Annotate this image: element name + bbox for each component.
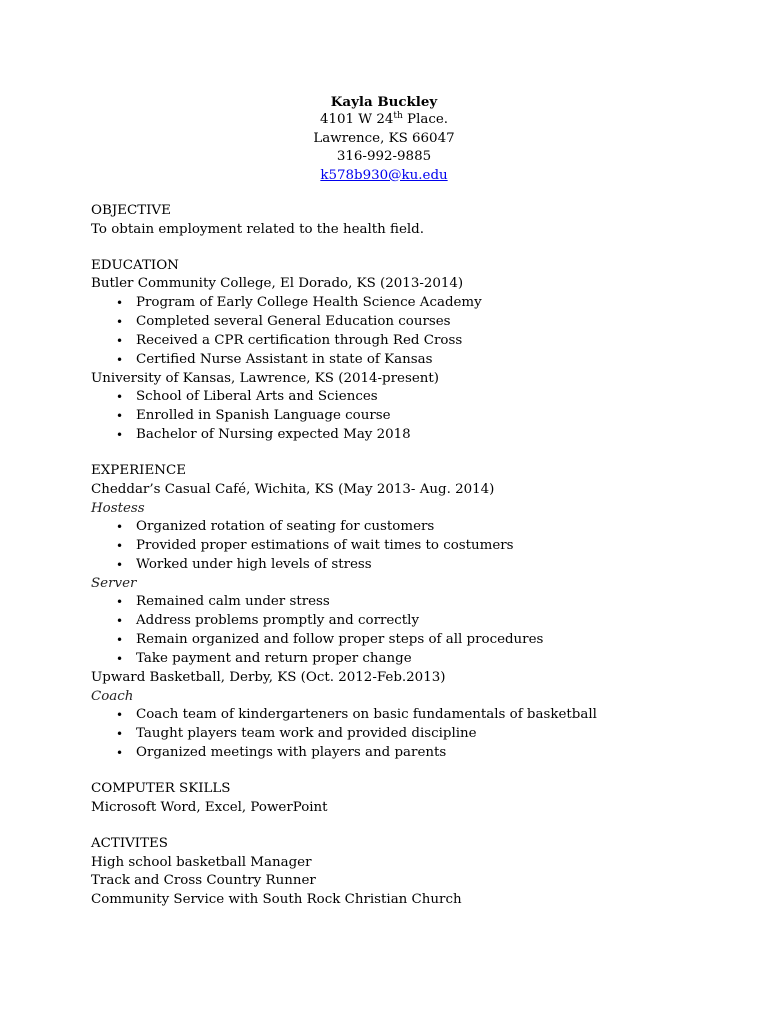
list-item: [91, 294, 731, 313]
computer-skills-heading: COMPUTER SKILLS: [91, 781, 231, 797]
list-item: [91, 744, 731, 763]
list-item: [91, 556, 731, 575]
job-title: Coach: [91, 688, 134, 704]
employer-line: Cheddar’s Casual Café, Wichita, KS (May 2013- Aug. 2014): [91, 481, 495, 497]
list-item-text: Address problems promptly and correctly: [136, 613, 420, 629]
list-item: [91, 706, 731, 725]
bullet-icon: •: [116, 390, 124, 405]
bullet-icon: •: [116, 708, 124, 723]
job-duties-list: [91, 518, 731, 575]
resume-body: [91, 202, 731, 910]
bullet-icon: •: [116, 727, 124, 742]
objective-heading: OBJECTIVE: [91, 203, 171, 218]
list-item: [91, 725, 731, 744]
bullet-icon: •: [116, 595, 124, 610]
bullet-icon: •: [116, 333, 124, 348]
list-item: [91, 518, 731, 537]
bullet-icon: •: [116, 539, 124, 554]
list-item-text: Provided proper estimations of wait times to costumers: [136, 538, 514, 554]
education-heading: EDUCATION: [91, 257, 179, 273]
list-item: [91, 388, 731, 407]
list-item-text: School of Liberal Arts and Sciences: [136, 389, 378, 405]
objective-text: To obtain employment related to the health field.: [91, 221, 425, 237]
list-item: [91, 332, 731, 351]
street-address-type: Place.: [402, 112, 449, 128]
list-item: [91, 612, 731, 631]
email-link[interactable]: k578b930@ku.edu: [320, 167, 448, 183]
bullet-icon: •: [116, 295, 124, 310]
list-item-text: Remained calm under stress: [136, 594, 330, 610]
street-address-number: 4101 W 24: [319, 112, 394, 128]
city-state-zip: Lawrence, KS 66047: [313, 130, 455, 146]
list-item-text: Remain organized and follow proper steps of all procedures: [136, 632, 544, 648]
list-item-text: Organized meetings with players and parents: [136, 744, 447, 760]
bullet-icon: •: [116, 633, 124, 648]
activities-heading: ACTIVITES: [91, 836, 168, 852]
applicant-name: Kayla Buckley: [330, 94, 438, 110]
list-item: [91, 351, 731, 370]
bullet-icon: •: [116, 745, 124, 760]
list-item: [91, 593, 731, 612]
experience-heading: EXPERIENCE: [91, 463, 186, 479]
school-details-list: [91, 388, 731, 445]
activity-item: Track and Cross Country Runner: [91, 873, 316, 889]
list-item: [91, 537, 731, 556]
list-item-text: Certified Nurse Assistant in state of Kansas: [136, 351, 433, 367]
list-item-text: Bachelor of Nursing expected May 2018: [136, 426, 411, 442]
bullet-icon: •: [116, 352, 124, 367]
job-title: Server: [91, 575, 137, 591]
bullet-icon: •: [116, 652, 124, 667]
employer-line: Upward Basketball, Derby, KS (Oct. 2012-Feb.2013): [91, 670, 446, 685]
school-line: Butler Community College, El Dorado, KS (2013-2014): [91, 276, 464, 292]
list-item-text: Program of Early College Health Science Academy: [136, 294, 482, 310]
list-item-text: Completed several General Education courses: [136, 313, 451, 329]
phone-number: 316-992-9885: [336, 149, 432, 165]
list-item: [91, 631, 731, 650]
bullet-icon: •: [116, 409, 124, 424]
list-item: [91, 407, 731, 426]
job-title: Hostess: [91, 500, 145, 516]
list-item-text: Taught players team work and provided discipline: [136, 726, 477, 742]
job-duties-list: [91, 706, 731, 763]
list-item-text: Received a CPR certification through Red Cross: [136, 332, 463, 348]
resume-header: [0, 93, 768, 185]
bullet-icon: •: [116, 520, 124, 535]
list-item: [91, 313, 731, 332]
activity-item: Community Service with South Rock Christian Church: [91, 892, 462, 908]
school-line: University of Kansas, Lawrence, KS (2014-present): [91, 370, 439, 386]
street-address: [0, 111, 768, 129]
list-item-text: Coach team of kindergarteners on basic fundamentals of basketball: [136, 707, 597, 723]
bullet-icon: •: [116, 314, 124, 329]
bullet-icon: •: [116, 614, 124, 629]
list-item-text: Take payment and return proper change: [136, 651, 412, 667]
list-item-text: Organized rotation of seating for customers: [136, 519, 435, 535]
job-duties-list: [91, 593, 731, 669]
list-item-text: Worked under high levels of stress: [136, 556, 372, 572]
activity-item: High school basketball Manager: [91, 854, 312, 870]
list-item-text: Enrolled in Spanish Language course: [136, 408, 391, 424]
bullet-icon: •: [116, 557, 124, 572]
computer-skills-text: Microsoft Word, Excel, PowerPoint: [91, 800, 328, 816]
bullet-icon: •: [116, 427, 124, 442]
list-item: [91, 650, 731, 669]
street-ordinal-suffix: th: [393, 111, 403, 122]
school-details-list: [91, 294, 731, 370]
list-item: [91, 426, 731, 445]
